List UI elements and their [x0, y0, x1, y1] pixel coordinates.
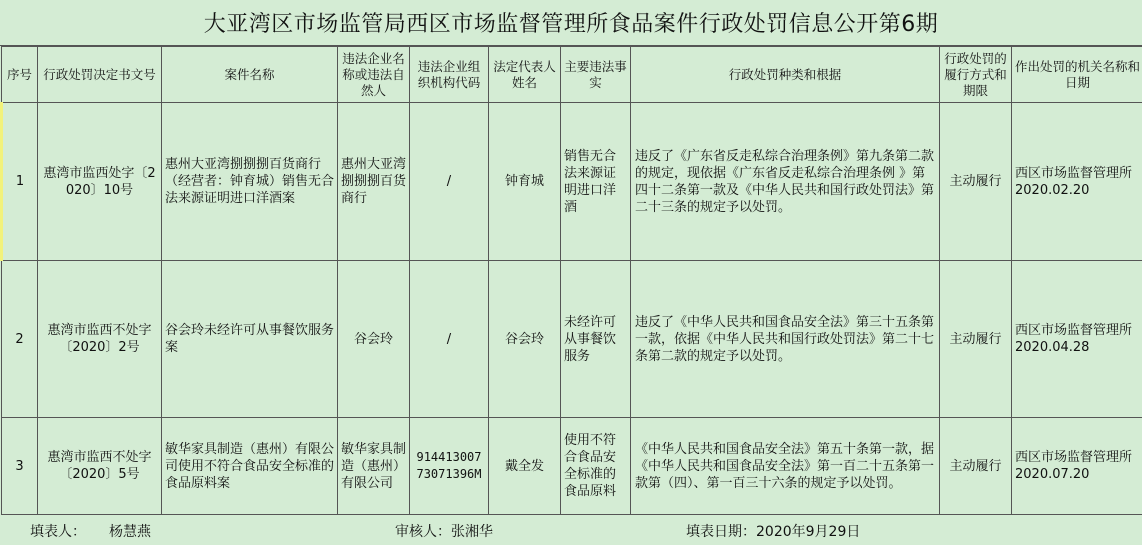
- cell-authority[interactable]: 西区市场监督管理所2020.04.28: [1012, 261, 1142, 418]
- cell-facts[interactable]: 未经许可从事餐饮服务: [561, 261, 631, 418]
- penalty-table: [0, 46, 1142, 515]
- header-cell-case-name[interactable]: 案件名称: [162, 47, 338, 103]
- table-row: [2, 103, 1142, 261]
- cell-execution[interactable]: 主动履行: [940, 103, 1012, 261]
- header-cell-execution[interactable]: 行政处罚的履行方式和期限: [940, 47, 1012, 103]
- filler-name: 杨慧燕: [109, 524, 151, 540]
- cell-basis[interactable]: 违反了《广东省反走私综合治理条例》第九条第二款的规定，现依据《广东省反走私综合治理条例 》第四十二条第一款及《中华人民共和国行政处罚法》第二十三条的规定予以处罚。: [631, 103, 940, 261]
- header-cell-legal-rep[interactable]: 法定代表人姓名: [489, 47, 561, 103]
- cell-basis[interactable]: 《中华人民共和国食品安全法》第五十条第一款，据《中华人民共和国食品安全法》第一百二十五条第一款第（四）、第一百三十六条的规定予以处罚。: [631, 418, 940, 515]
- cell-legal-rep[interactable]: 谷会玲: [489, 261, 561, 418]
- header-cell-doc-no[interactable]: 行政处罚决定书文号: [38, 47, 162, 103]
- cell-basis[interactable]: 违反了《中华人民共和国食品安全法》第三十五条第一款，依据《中华人民共和国行政处罚法》第二十七条第二款的规定予以处罚。: [631, 261, 940, 418]
- cell-legal-rep[interactable]: 钟育城: [489, 103, 561, 261]
- fill-date: 填表日期：2020年9月29日: [686, 524, 861, 540]
- footer-signatures: [0, 514, 1142, 545]
- document-title: 大亚湾区市场监管局西区市场监督管理所食品案件行政处罚信息公开第6期: [0, 0, 1142, 46]
- cell-case-name[interactable]: 惠州大亚湾捌捌捌百货商行（经营者：钟育城）销售无合法来源证明进口洋酒案: [162, 103, 338, 261]
- cell-no[interactable]: 1: [2, 103, 38, 261]
- cell-party[interactable]: 敏华家具制造（惠州）有限公司: [338, 418, 410, 515]
- cell-case-name[interactable]: 敏华家具制造（惠州）有限公司使用不符合食品安全标准的食品原料案: [162, 418, 338, 515]
- header-cell-org-code[interactable]: 违法企业组织机构代码: [410, 47, 489, 103]
- cell-authority[interactable]: 西区市场监督管理所2020.02.20: [1012, 103, 1142, 261]
- header-cell-facts[interactable]: 主要违法事实: [561, 47, 631, 103]
- table-row: [2, 418, 1142, 515]
- cell-party[interactable]: 惠州大亚湾捌捌捌百货商行: [338, 103, 410, 261]
- header-row: [2, 47, 1142, 103]
- cell-no[interactable]: 2: [2, 261, 38, 418]
- cell-no[interactable]: 3: [2, 418, 38, 515]
- cell-party[interactable]: 谷会玲: [338, 261, 410, 418]
- cell-org-code[interactable]: 91441300773071396M: [410, 418, 489, 515]
- cell-facts[interactable]: 使用不符合食品安全标准的食品原料: [561, 418, 631, 515]
- cell-org-code[interactable]: /: [410, 103, 489, 261]
- header-cell-no[interactable]: 序号: [2, 47, 38, 103]
- cell-authority[interactable]: 西区市场监督管理所2020.07.20: [1012, 418, 1142, 515]
- cell-doc-no[interactable]: 惠湾市监西不处字〔2020〕2号: [38, 261, 162, 418]
- reviewer-text: 审核人：张湘华: [395, 524, 493, 540]
- cell-doc-no[interactable]: 惠湾市监西不处字〔2020〕5号: [38, 418, 162, 515]
- cell-org-code[interactable]: /: [410, 261, 489, 418]
- header-cell-basis[interactable]: 行政处罚种类和根据: [631, 47, 940, 103]
- header-cell-party[interactable]: 违法企业名称或违法自然人: [338, 47, 410, 103]
- cell-execution[interactable]: 主动履行: [940, 418, 1012, 515]
- cell-legal-rep[interactable]: 戴全发: [489, 418, 561, 515]
- header-cell-authority[interactable]: 作出处罚的机关名称和日期: [1012, 47, 1142, 103]
- table-row: [2, 261, 1142, 418]
- cell-doc-no[interactable]: 惠湾市监西处字〔2020〕10号: [38, 103, 162, 261]
- cell-execution[interactable]: 主动履行: [940, 261, 1012, 418]
- cell-facts[interactable]: 销售无合法来源证明进口洋酒: [561, 103, 631, 261]
- filler-label: 填表人：: [30, 524, 86, 540]
- cell-case-name[interactable]: 谷会玲未经许可从事餐饮服务案: [162, 261, 338, 418]
